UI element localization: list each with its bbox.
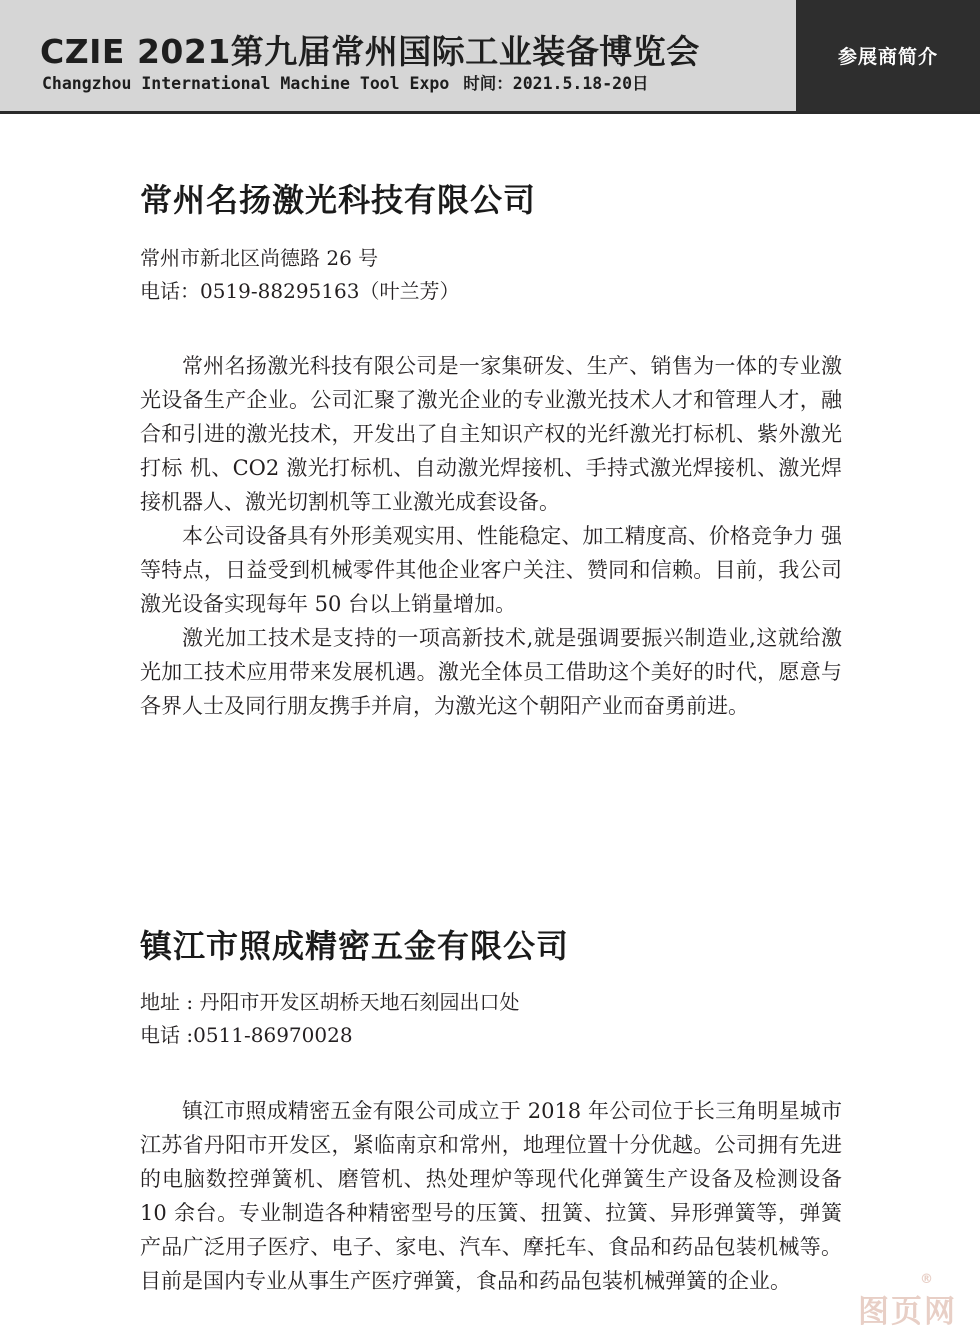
- description-paragraph: 常州名扬激光科技有限公司是一家集研发、生产、销售为一体的专业激光设备生产企业。公司汇聚了激光企业的专业激光技术人才和管理人才，融合和引进的激光技术，开发出了自主知识产权的光纤激光打标机、紫外激光打标 机、CO2 激光打标机、自动激光焊接机、手持式激光焊接机、激光焊接机器人、激光切割机等工业激光成套设备。: [140, 354, 842, 514]
- header-divider: [0, 111, 980, 114]
- registered-mark-icon: ®: [920, 1272, 933, 1287]
- watermark-logo: [858, 1272, 957, 1331]
- company-phone: 电话：0519-88295163（叶兰芳）: [140, 279, 460, 303]
- company-entry-zhaocheng-hardware: [140, 926, 842, 1298]
- company-contact: [140, 242, 842, 308]
- expo-title: CZIE 2021第九届常州国际工业装备博览会: [40, 32, 700, 71]
- company-name: 常州名扬激光科技有限公司: [140, 181, 537, 219]
- page-header: [0, 0, 980, 111]
- company-address: 地址 : 丹阳市开发区胡桥天地石刻园出口处: [140, 990, 520, 1014]
- watermark-text: 图页网: [858, 1294, 957, 1330]
- company-description: [140, 1094, 842, 1298]
- description-paragraph: 激光加工技术是支持的一项高新技术,就是强调要振兴制造业,这就给激光加工技术应用带来发展机遇。激光全体员工借助这个美好的时代，愿意与各界人士及同行朋友携手并肩，为激光这个朝阳产业而奋勇前进。: [140, 626, 842, 718]
- company-address: 常州市新北区尚德路 26 号: [140, 246, 379, 270]
- company-entry-mingyang-laser: [140, 180, 842, 723]
- expo-subtitle-line: [42, 70, 649, 94]
- company-contact: [140, 986, 842, 1052]
- expo-date: 时间：2021.5.18-20日: [463, 74, 649, 93]
- company-phone: 电话 :0511-86970028: [140, 1023, 353, 1047]
- company-description: [140, 349, 842, 723]
- expo-english-name: Changzhou International Machine Tool Expo: [42, 74, 450, 93]
- description-paragraph: 本公司设备具有外形美观实用、性能稳定、加工精度高、价格竞争力 强等特点，日益受到机械零件其他企业客户关注、赞同和信赖。目前，我公司激光设备实现每年 50 台以上销量增加。: [140, 524, 842, 616]
- company-name: 镇江市照成精密五金有限公司: [140, 927, 570, 965]
- section-tab: 参展商简介: [796, 0, 980, 111]
- description-paragraph: 镇江市照成精密五金有限公司成立于 2018 年公司位于长三角明星城市江苏省丹阳市开发区，紧临南京和常州，地理位置十分优越。公司拥有先进的电脑数控弹簧机、磨管机、热处理炉等现代化弹簧生产设备及检测设备 10 余台。专业制造各种精密型号的压簧、扭簧、拉簧、异形弹簧等，弹簧产品广泛用子医疗、电子、家电、汽车、摩托车、食品和药品包装机械等。目前是国内专业从事生产医疗弹簧，食品和药品包装机械弹簧的企业。: [140, 1099, 842, 1293]
